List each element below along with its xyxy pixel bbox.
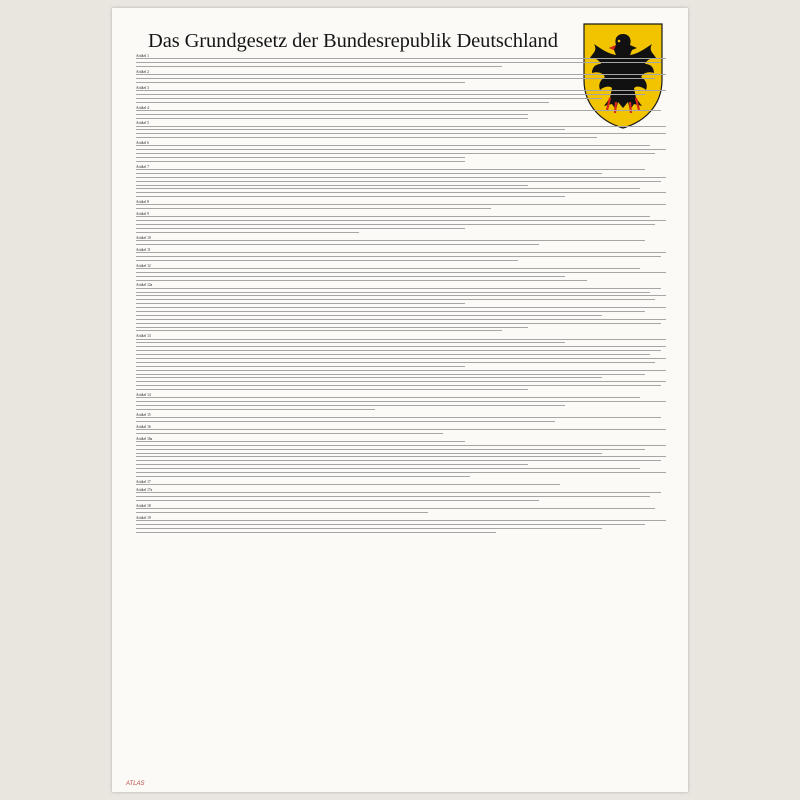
article-heading: Artikel 17a (136, 487, 153, 492)
text-line (136, 192, 666, 193)
text-line (136, 453, 602, 454)
text-line (136, 339, 666, 340)
text-line (136, 512, 428, 513)
text-line (136, 528, 602, 529)
text-line (136, 381, 666, 382)
text-line (136, 330, 502, 331)
text-line (136, 409, 375, 410)
article-section (136, 488, 666, 501)
text-line (136, 252, 666, 253)
article-heading: Artikel 2 (136, 69, 149, 74)
article-text (136, 204, 666, 209)
article-section (136, 437, 666, 477)
text-line (136, 354, 650, 355)
article-section (136, 413, 666, 422)
text-line (136, 244, 539, 245)
text-line (136, 385, 661, 386)
text-line (136, 216, 650, 217)
poster (112, 8, 688, 792)
article-heading: Artikel 5 (136, 121, 149, 126)
text-line (136, 78, 655, 79)
text-line (136, 429, 666, 430)
article-section (136, 504, 666, 513)
text-line (136, 377, 602, 378)
text-line (136, 315, 602, 316)
text-line (136, 74, 666, 75)
text-line (136, 188, 640, 189)
article-heading: Artikel 16a (136, 436, 153, 441)
text-line (136, 449, 645, 450)
article-heading: Artikel 4 (136, 105, 149, 110)
article-section (136, 165, 666, 197)
article-text (136, 429, 666, 434)
text-line (136, 366, 465, 367)
text-line (136, 496, 650, 497)
text-line (136, 524, 645, 525)
text-line (136, 307, 666, 308)
text-line (136, 260, 518, 261)
text-line (136, 256, 661, 257)
text-line (136, 177, 666, 178)
article-text (136, 58, 666, 67)
article-text (136, 508, 666, 513)
article-section (136, 334, 666, 390)
article-section (136, 106, 666, 119)
text-line (136, 397, 640, 398)
text-line (136, 224, 655, 225)
article-section (136, 264, 666, 281)
text-line (136, 342, 565, 343)
text-line (136, 358, 666, 359)
articles-text-block (136, 54, 666, 776)
text-line (136, 232, 359, 233)
text-line (136, 276, 565, 277)
text-line (136, 421, 555, 422)
article-text (136, 520, 666, 533)
article-section (136, 516, 666, 533)
text-line (136, 508, 655, 509)
article-heading: Artikel 9 (136, 212, 149, 217)
text-line (136, 173, 602, 174)
text-line (136, 280, 587, 281)
article-heading: Artikel 11 (136, 247, 151, 252)
text-line (136, 137, 597, 138)
text-line (136, 110, 661, 111)
text-line (136, 66, 502, 67)
text-line (136, 240, 645, 241)
text-line (136, 441, 465, 442)
article-section (136, 54, 666, 67)
article-heading: Artikel 3 (136, 85, 149, 90)
article-section (136, 425, 666, 434)
article-text (136, 492, 666, 501)
article-text (136, 397, 666, 410)
text-line (136, 374, 645, 375)
text-line (136, 303, 465, 304)
article-text (136, 145, 666, 162)
text-line (136, 204, 666, 205)
article-section (136, 283, 666, 331)
text-line (136, 472, 666, 473)
text-line (136, 208, 491, 209)
text-line (136, 220, 666, 221)
text-line (136, 118, 528, 119)
article-section (136, 200, 666, 209)
text-line (136, 476, 470, 477)
article-section (136, 236, 666, 245)
publisher-logo: ATLAS (126, 781, 145, 787)
text-line (136, 468, 640, 469)
text-line (136, 433, 443, 434)
text-line (136, 460, 661, 461)
article-section (136, 86, 666, 103)
poster-title: Das Grundgesetz der Bundesrepublik Deutschland (148, 30, 558, 52)
text-line (136, 445, 666, 446)
article-text (136, 216, 666, 233)
text-line (136, 292, 650, 293)
article-heading: Artikel 7 (136, 164, 149, 169)
article-section (136, 248, 666, 261)
article-text (136, 268, 666, 281)
text-line (136, 311, 645, 312)
article-text (136, 74, 666, 83)
text-line (136, 196, 565, 197)
text-line (136, 272, 666, 273)
text-line (136, 323, 661, 324)
text-line (136, 417, 661, 418)
text-line (136, 268, 640, 269)
text-line (136, 126, 666, 127)
article-heading: Artikel 15 (136, 412, 151, 417)
article-text (136, 288, 666, 332)
text-line (136, 181, 661, 182)
article-heading: Artikel 16 (136, 424, 151, 429)
text-line (136, 319, 666, 320)
article-heading: Artikel 1 (136, 54, 149, 58)
text-line (136, 153, 655, 154)
article-heading: Artikel 13 (136, 334, 151, 339)
text-line (136, 346, 666, 347)
text-line (136, 500, 539, 501)
article-text (136, 240, 666, 245)
text-line (136, 532, 496, 533)
text-line (136, 389, 528, 390)
text-line (136, 299, 655, 300)
text-line (136, 185, 528, 186)
article-heading: Artikel 14 (136, 392, 151, 397)
text-line (136, 98, 602, 99)
text-line (136, 169, 645, 170)
text-line (136, 370, 666, 371)
article-text (136, 417, 666, 422)
article-section (136, 141, 666, 162)
text-line (136, 464, 528, 465)
text-line (136, 295, 666, 296)
article-section (136, 393, 666, 410)
text-line (136, 350, 661, 351)
text-line (136, 456, 666, 457)
text-line (136, 129, 565, 130)
text-line (136, 520, 666, 521)
text-line (136, 58, 666, 59)
article-text (136, 441, 666, 477)
text-line (136, 149, 666, 150)
article-heading: Artikel 8 (136, 200, 149, 205)
text-line (136, 114, 528, 115)
text-line (136, 327, 528, 328)
text-line (136, 484, 560, 485)
article-text (136, 484, 666, 485)
text-line (136, 145, 650, 146)
text-line (136, 133, 666, 134)
text-line (136, 492, 661, 493)
article-heading: Artikel 12a (136, 283, 153, 288)
text-line (136, 362, 655, 363)
text-line (136, 102, 549, 103)
article-section (136, 70, 666, 83)
article-section (136, 121, 666, 138)
text-line (136, 405, 565, 406)
article-text (136, 110, 666, 119)
article-text (136, 339, 666, 391)
article-heading: Artikel 10 (136, 235, 151, 240)
text-line (136, 161, 465, 162)
article-section (136, 480, 666, 485)
text-line (136, 90, 666, 91)
text-line (136, 401, 666, 402)
article-text (136, 252, 666, 261)
article-text (136, 126, 666, 139)
article-text (136, 169, 666, 197)
article-heading: Artikel 17 (136, 479, 151, 484)
text-line (136, 157, 465, 158)
text-line (136, 62, 661, 63)
text-line (136, 288, 661, 289)
article-heading: Artikel 19 (136, 515, 151, 520)
article-heading: Artikel 6 (136, 141, 149, 146)
text-line (136, 94, 645, 95)
text-line (136, 82, 465, 83)
text-line (136, 228, 465, 229)
article-heading: Artikel 12 (136, 263, 151, 268)
article-text (136, 90, 666, 103)
article-section (136, 212, 666, 233)
article-heading: Artikel 18 (136, 503, 151, 508)
